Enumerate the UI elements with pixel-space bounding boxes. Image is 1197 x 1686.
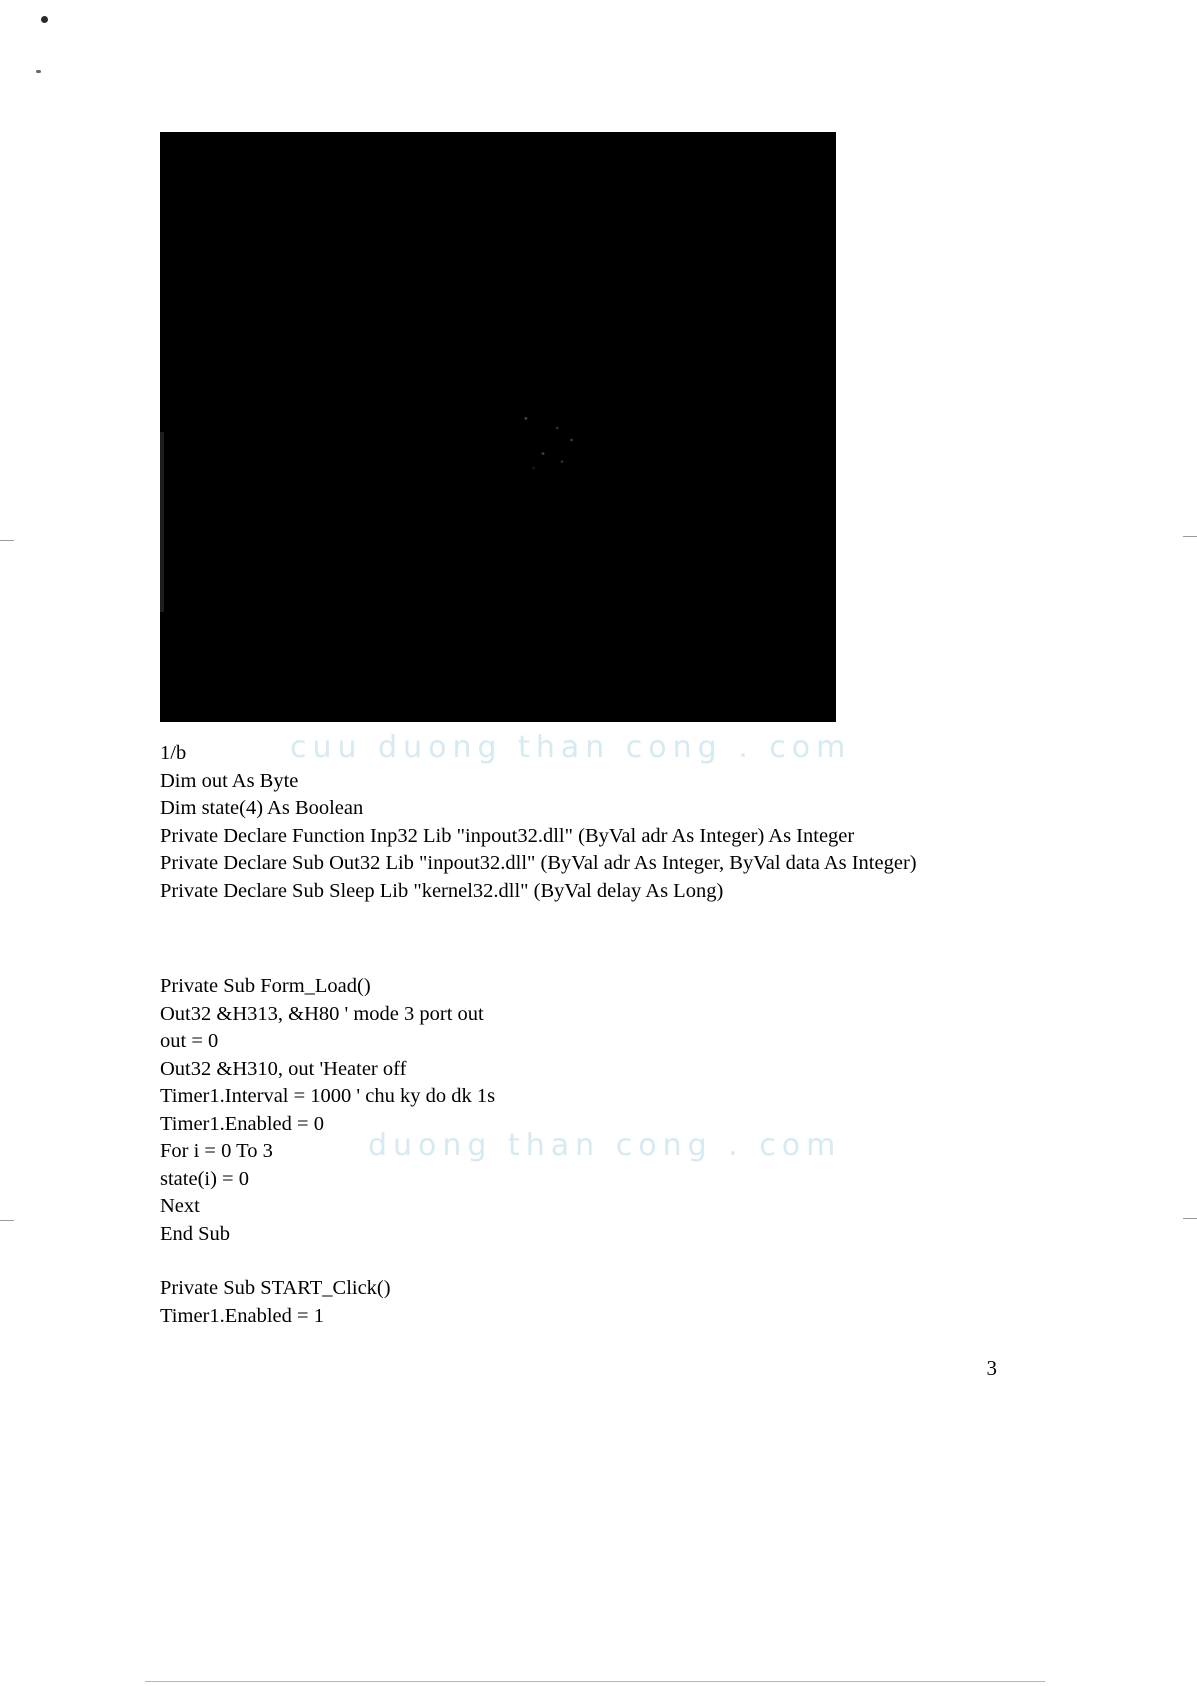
code-line: out = 0	[160, 1030, 219, 1052]
page-edge-mark	[1183, 1218, 1197, 1219]
page-edge-mark	[0, 1220, 14, 1221]
code-line: Dim state(4) As Boolean	[160, 797, 364, 819]
code-line: Out32 &H313, &H80 ' mode 3 port out	[160, 1002, 484, 1025]
code-line: Timer1.Interval = 1000 ' chu ky do dk 1s	[160, 1085, 496, 1107]
watermark-text: duong than cong . com	[368, 1128, 842, 1163]
code-line: state(i) = 0	[160, 1167, 249, 1190]
figure-screenshot	[160, 132, 836, 722]
code-line: Private Sub START_Click()	[160, 1277, 391, 1299]
scan-speck-icon	[41, 16, 48, 23]
figure-caption: 1/b	[160, 742, 187, 764]
code-line: Private Declare Function Inp32 Lib "inpout32.dll" (ByVal adr As Integer) As Integer	[160, 824, 855, 847]
paragraph-gap	[160, 1248, 978, 1275]
document-body	[160, 740, 978, 1330]
code-line: Timer1.Enabled = 1	[160, 1304, 324, 1327]
page-number: 3	[986, 1356, 997, 1380]
page-edge-mark	[0, 540, 14, 541]
code-line: Out32 &H310, out 'Heater off	[160, 1057, 407, 1080]
code-line: Private Declare Sub Sleep Lib "kernel32.dll" (ByVal delay As Long)	[160, 879, 724, 902]
code-line: Private Declare Sub Out32 Lib "inpout32.dll" (ByVal adr As Integer, ByVal data As Integer)	[160, 852, 917, 874]
paragraph-gap	[160, 905, 978, 973]
figure-noise-artifact	[505, 404, 600, 484]
figure-edge-artifact	[160, 432, 164, 612]
code-line: Private Sub Form_Load()	[160, 975, 371, 997]
page-edge-mark	[1183, 536, 1197, 537]
watermark-text: cuu duong than cong . com	[290, 730, 852, 765]
code-line: Dim out As Byte	[160, 769, 299, 792]
code-line: Next	[160, 1195, 200, 1217]
code-line: For i = 0 To 3	[160, 1140, 273, 1162]
code-line: End Sub	[160, 1222, 231, 1245]
page-bottom-rule	[145, 1681, 1045, 1682]
scan-speck-icon	[36, 70, 41, 73]
code-line: Timer1.Enabled = 0	[160, 1112, 324, 1135]
